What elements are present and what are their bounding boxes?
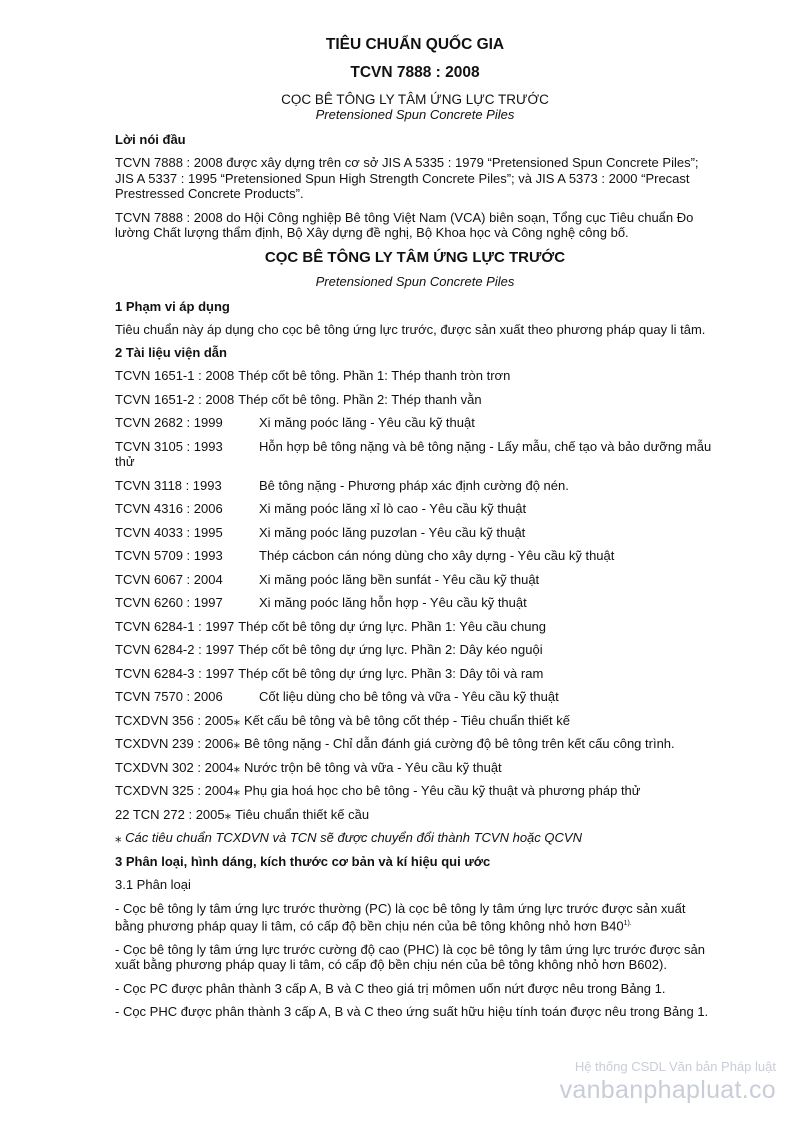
reference-title: Cốt liệu dùng cho bê tông và vữa - Yêu cầu kỹ thuật <box>259 689 559 704</box>
reference-title: Nước trộn bê tông và vữa - Yêu cầu kỹ thuật <box>244 759 502 775</box>
reference-title: Thép cốt bê tông dự ứng lực. Phần 2: Dây kéo nguội <box>238 642 543 657</box>
classification-paragraph-4: - Cọc PHC được phân thành 3 cấp A, B và C theo ứng suất hữu hiệu tính toán được nêu trong Bảng 1. <box>115 1004 709 1020</box>
reference-code: TCXDVN 356 : 2005⁎ <box>115 712 241 728</box>
reference-code: TCVN 7570 : 2006 <box>115 689 223 704</box>
classification-paragraph-2: - Cọc bê tông ly tâm ứng lực trước cường độ cao (PHC) là cọc bê tông ly tâm ứng lực trước được sản xuất bằng phương pháp quay li tâm, có cấp độ bền chịu nén của bê tông không nhỏ hơn B602). <box>115 941 705 973</box>
reference-title: Thép cốt bê tông. Phần 1: Thép thanh tròn trơn <box>238 368 511 383</box>
foreword-heading: Lời nói đầu <box>115 132 186 147</box>
main-title: CỌC BÊ TÔNG LY TÂM ỨNG LỰC TRƯỚC <box>264 248 566 266</box>
footnote-marker: 1). <box>623 920 632 927</box>
scope-heading: 1 Phạm vi áp dụng <box>115 298 230 314</box>
reference-title: Bê tông nặng - Chỉ dẫn đánh giá cường độ bê tông trên kết cấu công trình. <box>244 736 675 751</box>
reference-item <box>115 595 715 611</box>
reference-title: Xi măng poóc lăng - Yêu cầu kỹ thuật <box>259 415 475 430</box>
standard-code: TCVN 7888 : 2008 <box>350 64 480 81</box>
reference-item <box>115 689 715 705</box>
reference-item <box>115 392 715 408</box>
reference-item <box>115 525 715 541</box>
document-page <box>115 36 715 1028</box>
references-heading: 2 Tài liệu viện dẫn <box>115 345 227 360</box>
reference-item <box>115 501 715 517</box>
reference-code: TCVN 2682 : 1999 <box>115 415 223 430</box>
reference-code: TCVN 6260 : 1997 <box>115 595 223 610</box>
classification-subheading: 3.1 Phân loại <box>115 877 191 892</box>
reference-code: 22 TCN 272 : 2005⁎ <box>115 806 232 822</box>
watermark <box>560 1059 776 1105</box>
reference-code: TCVN 4316 : 2006 <box>115 501 223 516</box>
reference-code: TCVN 6284-3 : 1997 <box>115 665 235 681</box>
watermark-line-1: Hệ thống CSDL Văn bản Pháp luật <box>574 1059 776 1074</box>
reference-item <box>115 368 715 384</box>
reference-code: TCVN 6067 : 2004 <box>115 571 223 587</box>
reference-code: TCXDVN 325 : 2004⁎ <box>115 783 241 798</box>
classification-paragraph-1 <box>115 901 715 934</box>
reference-title: Kết cấu bê tông và bê tông cốt thép - Tiêu chuẩn thiết kế <box>244 712 570 728</box>
scope-text: Tiêu chuẩn này áp dụng cho cọc bê tông ứng lực trước, được sản xuất theo phương pháp quay li tâm. <box>115 321 706 337</box>
reference-title: Xi măng poóc lăng xỉ lò cao - Yêu cầu kỹ thuật <box>259 501 527 516</box>
reference-item <box>115 666 715 682</box>
reference-code: TCVN 3105 : 1993 <box>115 438 223 454</box>
reference-title: Bê tông nặng - Phương pháp xác định cường độ nén. <box>259 477 569 493</box>
watermark-site: vanbanphapluat.co <box>559 1076 776 1104</box>
standard-subtitle: CỌC BÊ TÔNG LY TÂM ỨNG LỰC TRƯỚC <box>281 92 549 107</box>
reference-title: Xi măng poóc lăng bền sunfát - Yêu cầu kỹ thuật <box>259 571 540 587</box>
reference-code: TCXDVN 302 : 2004⁎ <box>115 759 241 775</box>
reference-title: Thép cốt bê tông. Phần 2: Thép thanh vằn <box>238 391 482 407</box>
reference-item <box>115 713 715 729</box>
reference-code: TCVN 1651-2 : 2008 <box>115 391 235 407</box>
reference-item <box>115 548 715 564</box>
reference-code: TCXDVN 239 : 2006⁎ <box>115 736 241 751</box>
reference-item <box>115 760 715 776</box>
reference-item <box>115 807 715 823</box>
reference-item <box>115 642 715 658</box>
standard-subtitle-en: Pretensioned Spun Concrete Piles <box>315 107 515 122</box>
references-note: ⁎ Các tiêu chuẩn TCXDVN và TCN sẽ được chuyển đổi thành TCVN hoặc QCVN <box>115 830 582 845</box>
reference-code: TCVN 6284-1 : 1997 <box>115 618 235 634</box>
reference-title: Phụ gia hoá học cho bê tông - Yêu cầu kỹ thuật và phương pháp thử <box>244 783 641 798</box>
reference-item <box>115 415 715 431</box>
reference-title: Thép cốt bê tông dự ứng lực. Phần 3: Dây tôi và ram <box>238 665 544 681</box>
reference-title: Tiêu chuẩn thiết kế cầu <box>235 806 370 822</box>
reference-title: Xi măng poóc lăng hỗn hợp - Yêu cầu kỹ thuật <box>259 595 527 610</box>
reference-code: TCVN 3118 : 1993 <box>115 477 222 493</box>
reference-item <box>115 783 715 799</box>
reference-item <box>115 736 715 752</box>
classification-paragraph-3: - Cọc PC được phân thành 3 cấp A, B và C theo giá trị mômen uốn nứt được nêu trong Bảng 1. <box>115 980 666 996</box>
reference-title: Hỗn hợp bê tông nặng và bê tông nặng - Lấy mẫu, chế tạo và bảo dưỡng mẫu thử <box>115 438 712 469</box>
reference-code: TCVN 4033 : 1995 <box>115 524 223 540</box>
classification-heading: 3 Phân loại, hình dáng, kích thước cơ bản và kí hiệu qui ước <box>115 854 491 869</box>
foreword-paragraph-2: TCVN 7888 : 2008 do Hội Công nghiệp Bê tông Việt Nam (VCA) biên soạn, Tổng cục Tiêu chuẩn Đo lường Chất lượng thẩm định, Bộ Xây dựng đề nghị, Bộ Khoa học và Công nghệ công bố. <box>115 209 694 240</box>
main-title-en: Pretensioned Spun Concrete Piles <box>315 273 515 289</box>
reference-title: Thép cácbon cán nóng dùng cho xây dựng - Yêu cầu kỹ thuật <box>259 548 615 563</box>
reference-item <box>115 478 715 494</box>
reference-code: TCVN 1651-1 : 2008 <box>115 368 235 383</box>
reference-title: Thép cốt bê tông dự ứng lực. Phần 1: Yêu cầu chung <box>238 618 546 634</box>
reference-item <box>115 572 715 588</box>
reference-code: TCVN 6284-2 : 1997 <box>115 642 235 657</box>
standard-title: TIÊU CHUẨN QUỐC GIA <box>325 36 505 53</box>
foreword-paragraph-1: TCVN 7888 : 2008 được xây dựng trên cơ sở JIS A 5335 : 1979 “Pretensioned Spun Concrete Piles”; JIS A 5337 : 1995 “Pretensioned Spun High Strength Concrete Piles”; và JIS A 5373 : 2000 “Precast Prestressed Concrete Products”. <box>115 155 699 201</box>
reference-code: TCVN 5709 : 1993 <box>115 548 223 563</box>
reference-item <box>115 439 715 470</box>
reference-title: Xi măng poóc lăng puzơlan - Yêu cầu kỹ thuật <box>259 524 526 540</box>
reference-item <box>115 619 715 635</box>
classification-paragraph-1-text: - Cọc bê tông ly tâm ứng lực trước thường (PC) là cọc bê tông ly tâm ứng lực trước được sản xuất bằng phương pháp quay li tâm, có cấp độ bền chịu nén của bê tông không nhỏ hơn B40 <box>115 900 686 934</box>
